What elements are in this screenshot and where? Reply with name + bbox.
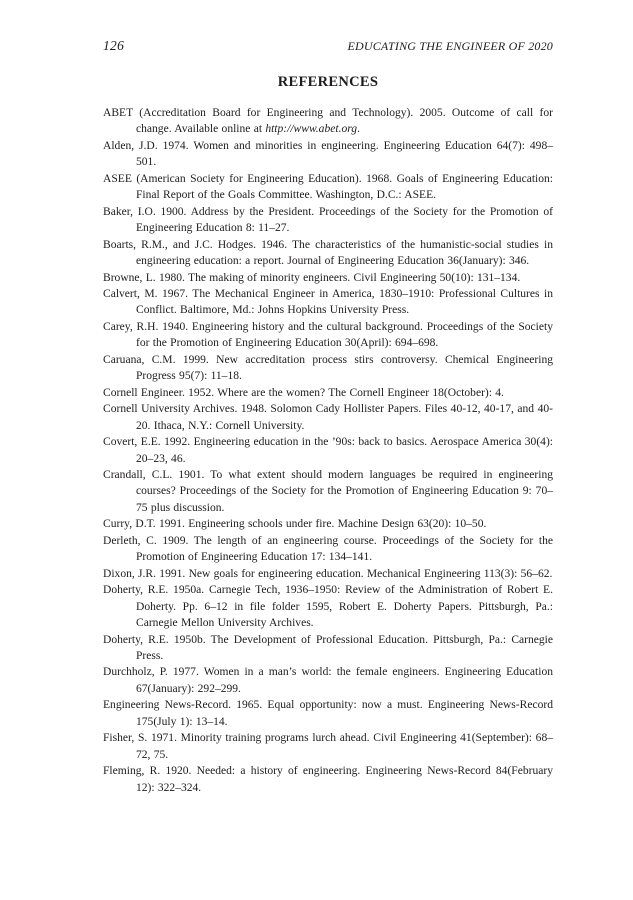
reference-entry	[103, 730, 553, 763]
reference-text: Crandall, C.L. 1901. To what extent should modern languages be required in engineering courses? Proceedings of the Society for the Promotion of Engineering Education 9: 70–75 plus discussion.	[103, 468, 553, 514]
page-number: 126	[103, 38, 125, 53]
reference-text: .	[357, 123, 360, 136]
references-list	[103, 105, 553, 796]
reference-text: Fleming, R. 1920. Needed: a history of engineering. Engineering News-Record 84(February 12): 322–324.	[103, 765, 553, 794]
reference-entry	[103, 763, 553, 796]
reference-entry	[103, 352, 553, 385]
reference-entry	[103, 533, 553, 566]
reference-entry	[103, 401, 553, 434]
reference-text: Derleth, C. 1909. The length of an engineering course. Proceedings of the Society for the Promotion of Engineering Education 17: 134–141.	[103, 534, 553, 564]
reference-entry	[103, 566, 553, 582]
reference-text: Dixon, J.R. 1991. New goals for engineering education. Mechanical Engineering 113(3): 56–62.	[103, 567, 553, 580]
reference-text: Caruana, C.M. 1999. New accreditation process stirs controversy. Chemical Engineering Progress 95(7): 11–18.	[103, 353, 553, 383]
reference-entry	[103, 270, 553, 286]
reference-entry	[103, 138, 553, 171]
reference-text: Doherty, R.E. 1950a. Carnegie Tech, 1936–1950: Review of the Administration of Robert E. Doherty. Pp. 6–12 in file folder 1595, Robert E. Doherty Papers. Pittsburgh, Pa.: Carnegie Mellon University Archives.	[103, 584, 553, 630]
reference-entry	[103, 385, 553, 401]
reference-entry	[103, 105, 553, 138]
reference-entry	[103, 319, 553, 352]
reference-entry	[103, 467, 553, 516]
reference-text: Doherty, R.E. 1950b. The Development of Professional Education. Pittsburgh, Pa.: Carnegie Press.	[103, 633, 553, 662]
reference-text: Calvert, M. 1967. The Mechanical Engineer in America, 1830–1910: Professional Cultures in Conflict. Baltimore, Md.: Johns Hopkins University Press.	[103, 287, 553, 317]
reference-text: ABET (Accreditation Board for Engineering and Technology). 2005. Outcome of call for change. Available online at	[103, 107, 553, 136]
reference-entry	[103, 632, 553, 665]
reference-text: Cornell University Archives. 1948. Solomon Cady Hollister Papers. Files 40-12, 40-17, and 40-20. Ithaca, N.Y.: Cornell University.	[103, 403, 553, 432]
reference-text: Engineering News-Record. 1965. Equal opportunity: now a must. Engineering News-Record 175(July 1): 13–14.	[103, 699, 553, 728]
reference-url-text: http://www.abet.org	[265, 123, 358, 136]
reference-entry	[103, 664, 553, 697]
reference-text: Durchholz, P. 1977. Women in a man’s world: the female engineers. Engineering Education 67(January): 292–299.	[103, 666, 553, 695]
reference-text: Cornell Engineer. 1952. Where are the women? The Cornell Engineer 18(October): 4.	[103, 386, 504, 399]
running-title: EDUCATING THE ENGINEER OF 2020	[347, 39, 553, 53]
reference-entry	[103, 582, 553, 631]
reference-text: Baker, I.O. 1900. Address by the President. Proceedings of the Society for the Promotion of Engineering Education 8: 11–27.	[103, 205, 553, 235]
reference-text: Alden, J.D. 1974. Women and minorities in engineering. Engineering Education 64(7): 498–501.	[103, 139, 553, 169]
reference-entry	[103, 237, 553, 270]
reference-entry	[103, 697, 553, 730]
reference-entry	[103, 204, 553, 237]
reference-text: Fisher, S. 1971. Minority training programs lurch ahead. Civil Engineering 41(September): 68–72, 75.	[103, 732, 553, 761]
reference-entry	[103, 516, 553, 532]
section-title: REFERENCES	[277, 74, 379, 90]
reference-text: Boarts, R.M., and J.C. Hodges. 1946. The characteristics of the humanistic-social studies in engineering education: a report. Journal of Engineering Education 36(January): 346.	[103, 238, 553, 268]
reference-text: Browne, L. 1980. The making of minority engineers. Civil Engineering 50(10): 131–134.	[103, 271, 521, 284]
reference-text: Carey, R.H. 1940. Engineering history and the cultural background. Proceedings of the Society for the Promotion of Engineering Education 30(April): 694–698.	[103, 320, 553, 350]
reference-text: Covert, E.E. 1992. Engineering education in the ’90s: back to basics. Aerospace America 30(4): 20–23, 46.	[103, 436, 553, 465]
reference-entry	[103, 286, 553, 319]
reference-entry	[103, 434, 553, 467]
reference-text: Curry, D.T. 1991. Engineering schools under fire. Machine Design 63(20): 10–50.	[103, 518, 487, 531]
reference-entry	[103, 171, 553, 204]
reference-text: ASEE (American Society for Engineering Education). 1968. Goals of Engineering Education: Final Report of the Goals Committee. Washington, D.C.: ASEE.	[103, 172, 553, 202]
running-head	[103, 38, 553, 54]
